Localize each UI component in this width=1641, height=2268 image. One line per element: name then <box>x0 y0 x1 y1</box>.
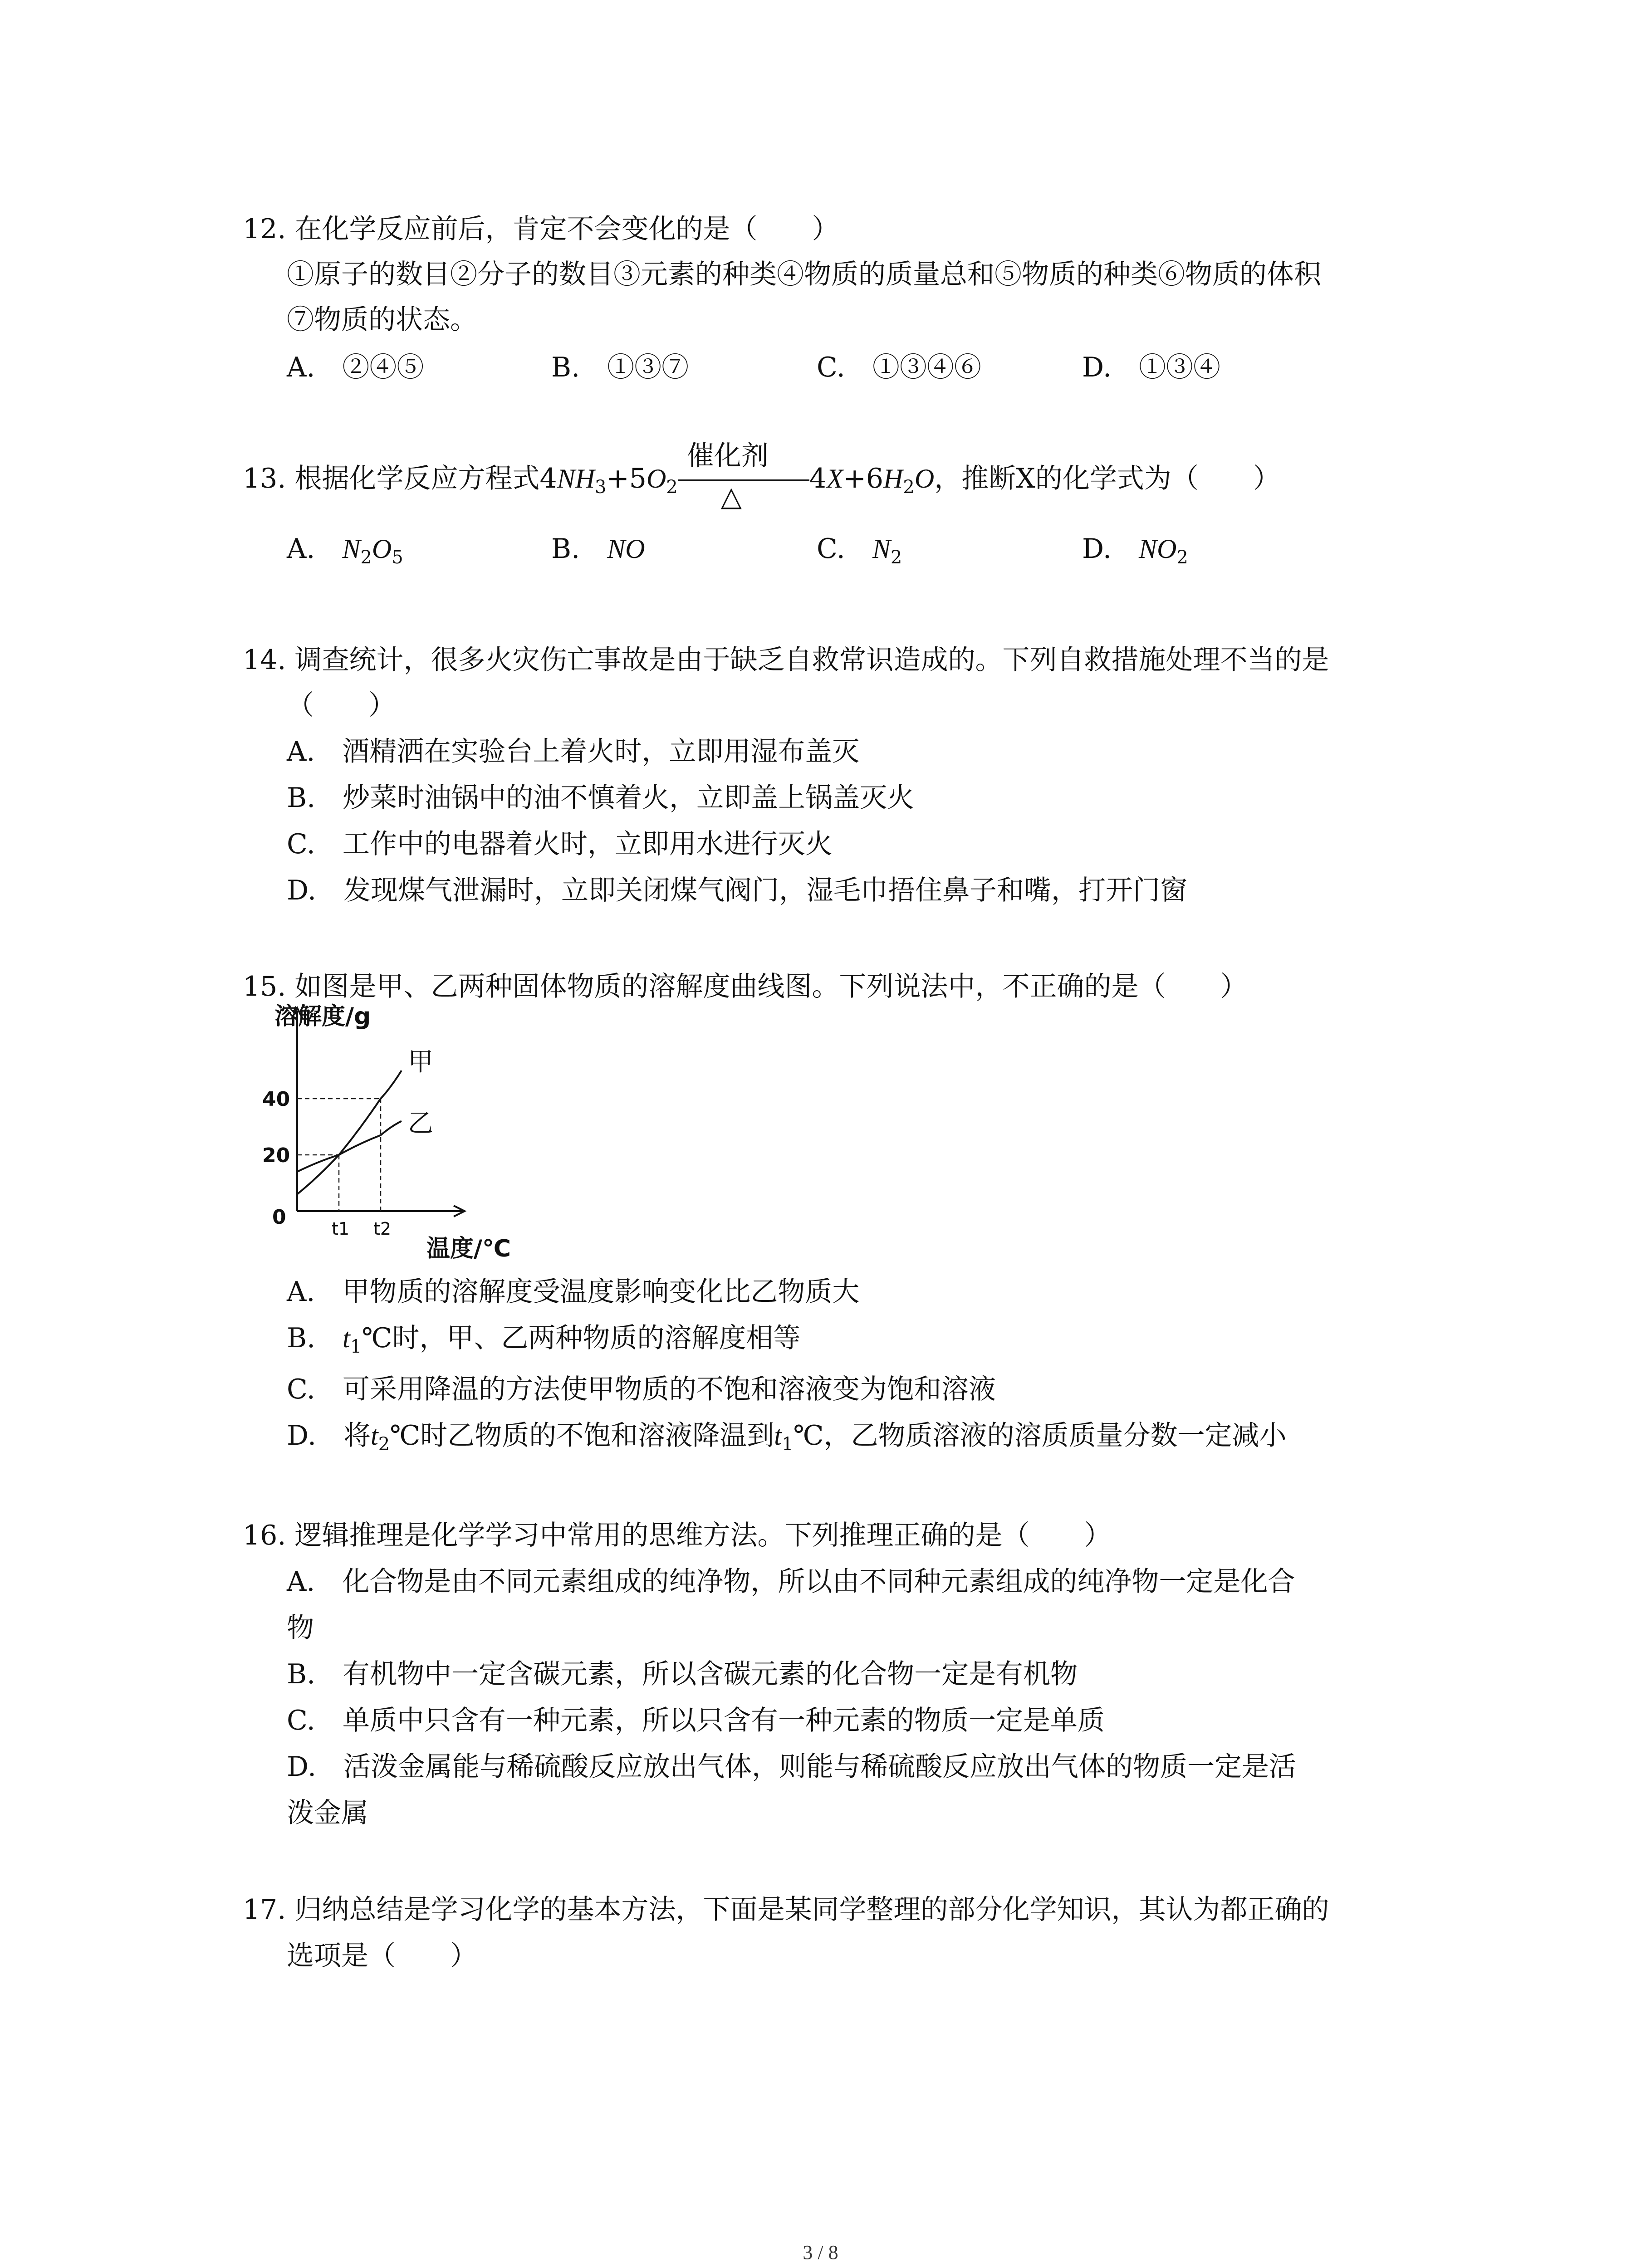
q15-option-d: D. 将$t_2℃$时乙物质的不饱和溶液降温到$t_1℃$，乙物质溶液的溶质质量分数一定减小 <box>287 1420 1287 1455</box>
q13-heat-symbol: △ <box>720 481 742 513</box>
y-tick-20: 20 <box>262 1144 290 1167</box>
q16-stem: 16. 逻辑推理是化学学习中常用的思维方法。下列推理正确的是（ ） <box>243 1520 1112 1551</box>
chart-curves <box>297 1070 402 1194</box>
q13-option-a: A. $N_2O_5$ <box>287 533 403 568</box>
origin-label: 0 <box>272 1206 286 1229</box>
q14-stem-line1: 14. 调查统计，很多火灾伤亡事故是由于缺乏自救常识造成的。下列自救措施处理不当的是 <box>243 644 1329 676</box>
q12-items-line1: ①原子的数目②分子的数目③元素的种类④物质的质量总和⑤物质的种类⑥物质的体积 <box>287 259 1321 290</box>
q15-option-b: B. $t_1℃$时，甲、乙两种物质的溶解度相等 <box>287 1322 801 1357</box>
solubility-chart <box>254 1002 581 1275</box>
curve-jia <box>297 1070 402 1194</box>
q15-option-a: A. 甲物质的溶解度受温度影响变化比乙物质大 <box>287 1276 860 1308</box>
q13-stem <box>243 440 1280 513</box>
y-tick-40: 40 <box>262 1088 290 1111</box>
q16-option-d-line1: D. 活泼金属能与稀硫酸反应放出气体，则能与稀硫酸反应放出气体的物质一定是活 <box>287 1751 1297 1783</box>
q14-stem-line2: （ ） <box>287 689 396 721</box>
q17-stem-line1: 17. 归纳总结是学习化学的基本方法，下面是某同学整理的部分化学知识，其认为都正确的 <box>243 1894 1329 1926</box>
q13-option-b: B. NO <box>551 533 645 565</box>
q15-option-c: C. 可采用降温的方法使甲物质的不饱和溶液变为饱和溶液 <box>287 1374 996 1405</box>
q14-option-a: A. 酒精洒在实验台上着火时，立即用湿布盖灭 <box>287 736 860 767</box>
q12-stem: 12. 在化学反应前后，肯定不会变化的是（ ） <box>243 213 839 245</box>
x-axis-label: 温度/℃ <box>426 1235 511 1262</box>
x-tick-t1: t1 <box>332 1219 350 1239</box>
series-label-yi: 乙 <box>408 1109 433 1139</box>
q13-reactants: $4NH_3+5O_2$ <box>539 463 678 498</box>
q13-option-c: C. $N_2$ <box>817 533 902 568</box>
q14-option-b: B. 炒菜时油锅中的油不慎着火，立即盖上锅盖灭火 <box>287 782 915 814</box>
q12-items-line2: ⑦物质的状态。 <box>287 304 477 336</box>
chart-axes <box>292 1008 465 1217</box>
q12-option-a: A. ②④⑤ <box>287 352 424 383</box>
page-number: 3 / 8 <box>803 2241 838 2263</box>
q14-option-c: C. 工作中的电器着火时，立即用水进行灭火 <box>287 828 833 860</box>
q16-option-a-line1: A. 化合物是由不同元素组成的纯净物，所以由不同种元素组成的纯净物一定是化合 <box>287 1566 1295 1598</box>
q12-option-c: C. ①③④⑥ <box>817 352 981 383</box>
q17-stem-line2: 选项是（ ） <box>287 1940 477 1972</box>
q13-prefix: 13. 根据化学反应方程式 <box>243 463 540 494</box>
curve-yi <box>297 1121 402 1172</box>
q13-catalyst-label: 催化剂 <box>686 440 769 472</box>
q13-products: $4X+6H_2O$ <box>809 463 935 498</box>
q13-option-d: D. $NO_2$ <box>1082 533 1188 568</box>
chart-labels <box>262 1003 511 1262</box>
q13-reaction-arrow <box>678 440 809 513</box>
q14-option-d: D. 发现煤气泄漏时，立即关闭煤气阀门，湿毛巾捂住鼻子和嘴，打开门窗 <box>287 875 1188 906</box>
q15-stem: 15. 如图是甲、乙两种固体物质的溶解度曲线图。下列说法中，不正确的是（ ） <box>243 971 1248 1002</box>
q16-option-c: C. 单质中只含有一种元素，所以只含有一种元素的物质一定是单质 <box>287 1705 1105 1736</box>
q12-option-b: B. ①③⑦ <box>551 352 689 383</box>
x-tick-t2: t2 <box>373 1219 392 1239</box>
q16-option-a-line2: 物 <box>287 1612 314 1644</box>
q16-option-d-line2: 泼金属 <box>287 1797 368 1829</box>
q16-option-b: B. 有机物中一定含碳元素，所以含碳元素的化合物一定是有机物 <box>287 1658 1078 1690</box>
y-axis-label: 溶解度/g <box>274 1003 371 1030</box>
q12-option-d: D. ①③④ <box>1082 352 1221 383</box>
q13-suffix: ，推断X的化学式为（ ） <box>934 463 1280 494</box>
series-label-jia: 甲 <box>408 1047 433 1077</box>
